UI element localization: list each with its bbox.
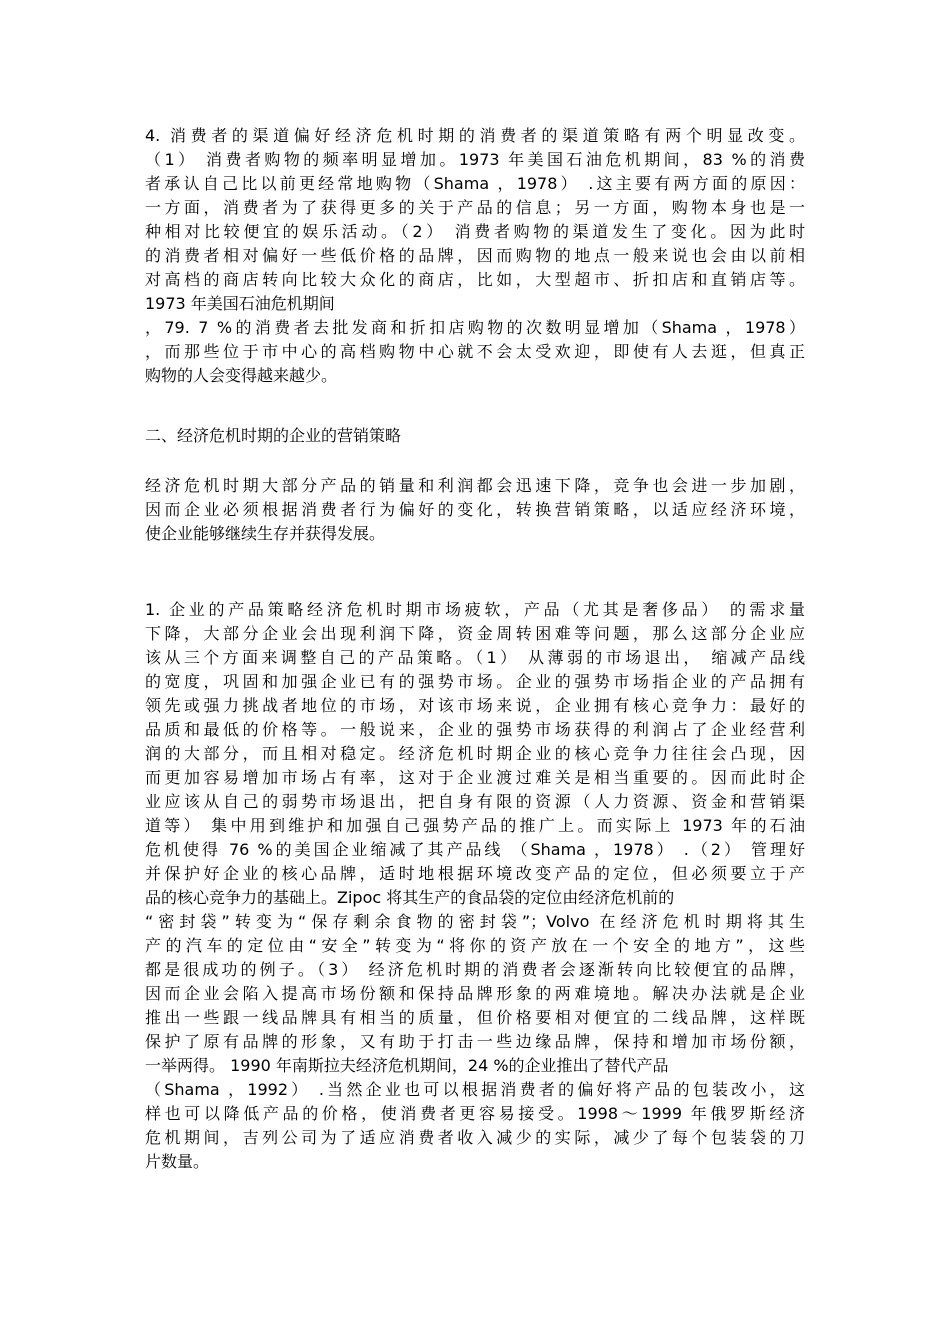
text-line: 购物的人会变得越来越少。 [145, 366, 338, 385]
text-line: 危机使得 76 %的美国企业缩减了其产品线 （Shama ，1978） .（2） 管理好 [145, 840, 805, 859]
text-line: 因而企业必须根据消费者行为偏好的变化，转换营销策略，以适应经济环境， [145, 500, 805, 519]
text-line: 下降，大部分企业会出现利润下降，资金周转困难等问题，那么这部分企业应 [145, 624, 805, 643]
text-line: 者承认自己比以前更经常地购物（Shama ，1978） .这主要有两方面的原因： [145, 174, 805, 193]
text-line: 品质和最低的价格等。一般说来，企业的强势市场获得的利润占了企业经营利 [145, 720, 805, 739]
text-line: 一举两得。 1990 年南斯拉夫经济危机期间，24 %的企业推出了替代产品 [145, 1056, 669, 1075]
paragraph-consumer-channel-preference [145, 124, 805, 388]
text-line: （Shama ，1992） .当然企业也可以根据消费者的偏好将产品的包装改小，这 [145, 1080, 805, 1099]
text-line: 4. 消费者的渠道偏好经济危机时期的消费者的渠道策略有两个明显改变。 [145, 126, 805, 145]
text-line: 的消费者相对偏好一些低价格的品牌，因而购物的地点一般来说也会由以前相 [145, 246, 805, 265]
text-line: 品的核心竞争力的基础上。Zipoc 将其生产的食品袋的定位由经济危机前的 [145, 888, 675, 907]
text-line: 一方面，消费者为了获得更多的关于产品的信息；另一方面，购物本身也是一 [145, 198, 805, 217]
text-line: 都是很成功的例子。（3） 经济危机时期的消费者会逐渐转向比较便宜的品牌， [145, 960, 805, 979]
text-line: 推出一些跟一线品牌具有相当的质量，但价格要相对便宜的二线品牌，这样既 [145, 1008, 805, 1027]
text-line: 道等） 集中用到维护和加强自己强势产品的推广上。而实际上 1973 年的石油 [145, 816, 805, 835]
text-line: “密封袋”转变为“保存剩余食物的密封袋”；Volvo 在经济危机时期将其生 [145, 912, 805, 931]
paragraph-section-intro [145, 474, 805, 546]
text-line: 1973 年美国石油危机期间 [145, 294, 335, 313]
text-line: （1） 消费者购物的频率明显增加。1973 年美国石油危机期间，83 %的消费 [145, 150, 805, 169]
text-line: ，79. 7 %的消费者去批发商和折扣店购物的次数明显增加（Shama ，1978） [145, 318, 805, 337]
text-line: 产的汽车的定位由“安全”转变为“将你的资产放在一个安全的地方”，这些 [145, 936, 805, 955]
text-line: 该从三个方面来调整自己的产品策略。（1） 从薄弱的市场退出， 缩减产品线 [145, 648, 805, 667]
text-line: 1. 企业的产品策略经济危机时期市场疲软，产品（尤其是奢侈品） 的需求量 [145, 600, 805, 619]
text-line: 对高档的商店转向比较大众化的商店，比如，大型超市、折扣店和直销店等。 [145, 270, 805, 289]
text-line: 的宽度，巩固和加强企业已有的强势市场。企业的强势市场指企业的产品拥有 [145, 672, 805, 691]
text-line: 领先或强力挑战者地位的市场，对该市场来说，企业拥有核心竞争力：最好的 [145, 696, 805, 715]
section-heading: 二、经济危机时期的企业的营销策略 [145, 426, 402, 445]
paragraph-product-strategy [145, 598, 805, 1174]
text-line: 使企业能够继续生存并获得发展。 [145, 524, 386, 543]
text-line: 业应该从自己的弱势市场退出，把自身有限的资源（人力资源、资金和营销渠 [145, 792, 805, 811]
text-line: 润的大部分，而且相对稳定。经济危机时期企业的核心竞争力往往会凸现，因 [145, 744, 805, 763]
text-line: 并保护好企业的核心品牌，适时地根据环境改变产品的定位，但必须要立于产 [145, 864, 805, 883]
text-line: 样也可以降低产品的价格，使消费者更容易接受。1998～1999 年俄罗斯经济 [145, 1104, 805, 1123]
text-line: 种相对比较便宜的娱乐活动。（2） 消费者购物的渠道发生了变化。因为此时 [145, 222, 805, 241]
text-line: 经济危机时期大部分产品的销量和利润都会迅速下降，竞争也会进一步加剧， [145, 476, 805, 495]
text-line: ，而那些位于市中心的高档购物中心就不会太受欢迎，即使有人去逛，但真正 [145, 342, 805, 361]
text-line: 因而企业会陷入提高市场份额和保持品牌形象的两难境地。解决办法就是企业 [145, 984, 805, 1003]
text-line: 片数量。 [145, 1152, 210, 1171]
text-line: 保护了原有品牌的形象，又有助于打击一些边缘品牌，保持和增加市场份额， [145, 1032, 805, 1051]
text-line: 危机期间，吉列公司为了适应消费者收入减少的实际，减少了每个包装袋的刀 [145, 1128, 805, 1147]
text-line: 而更加容易增加市场占有率，这对于企业渡过难关是相当重要的。因而此时企 [145, 768, 805, 787]
